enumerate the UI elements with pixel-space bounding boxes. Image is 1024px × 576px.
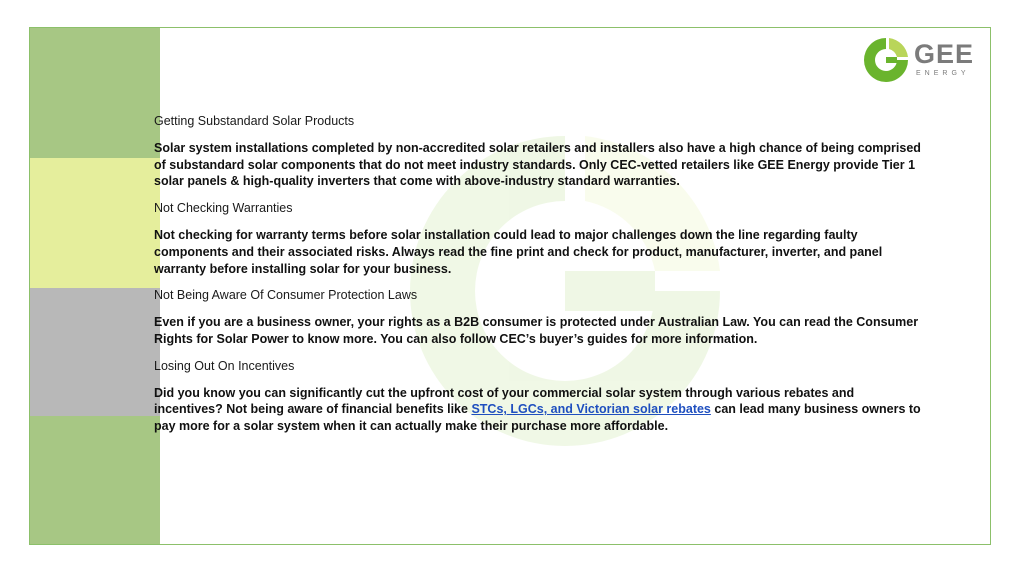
- section-substandard-products: [154, 113, 924, 190]
- gee-logo-icon: [862, 36, 910, 84]
- gee-energy-logo: [862, 34, 982, 84]
- section-body: Even if you are a business owner, your rights as a B2B consumer is protected under Australian Law. You can read the Consumer Rights for Solar Power to know more. You can also follow CEC’s buyer’s guides for more information.: [154, 315, 919, 346]
- body-text-after-link: can lead many business owners to pay more for a solar system when it can actually make their purchase more affordable.: [154, 402, 921, 434]
- logo-name: GEE: [914, 39, 975, 69]
- decorative-sidebar: [30, 28, 160, 544]
- section-heading: Getting Substandard Solar Products: [154, 114, 355, 128]
- section-heading: Losing Out On Incentives: [154, 358, 295, 373]
- section-heading: Not Being Aware Of Consumer Protection Laws: [154, 288, 418, 303]
- body-text-before-link: Did you know you can significantly cut the upfront cost of your commercial solar system through various rebates and incentives? Not being aware of financial benefits like: [154, 385, 855, 417]
- logo-tagline: ENERGY: [916, 70, 970, 77]
- section-incentives: [154, 358, 924, 435]
- article-content: [154, 113, 924, 445]
- section-consumer-protection: [154, 287, 924, 347]
- sidebar-band-green-top: [30, 28, 160, 158]
- section-warranties: [154, 200, 924, 277]
- section-body: Not checking for warranty terms before solar installation could lead to major challenges down the line regarding faulty components and their associated risks. Always read the fine print and check for product, manufacturer, inverter, and panel warranty before installing solar for your business.: [154, 228, 883, 276]
- section-body: Solar system installations completed by non-accredited solar retailers and installers also have a high chance of being comprised of substandard solar components that do not meet industry standards. Only CEC-vetted retailers like GEE Energy provide Tier 1 solar panels & high-quality inverters that come with above-industry standard warranties.: [154, 141, 921, 189]
- section-heading: Not Checking Warranties: [154, 201, 293, 216]
- sidebar-band-yellow: [30, 158, 160, 288]
- rebates-link[interactable]: STCs, LGCs, and Victorian solar rebates: [471, 402, 711, 417]
- sidebar-band-green-bottom: [30, 416, 160, 545]
- sidebar-band-gray: [30, 288, 160, 416]
- section-body: [154, 385, 924, 435]
